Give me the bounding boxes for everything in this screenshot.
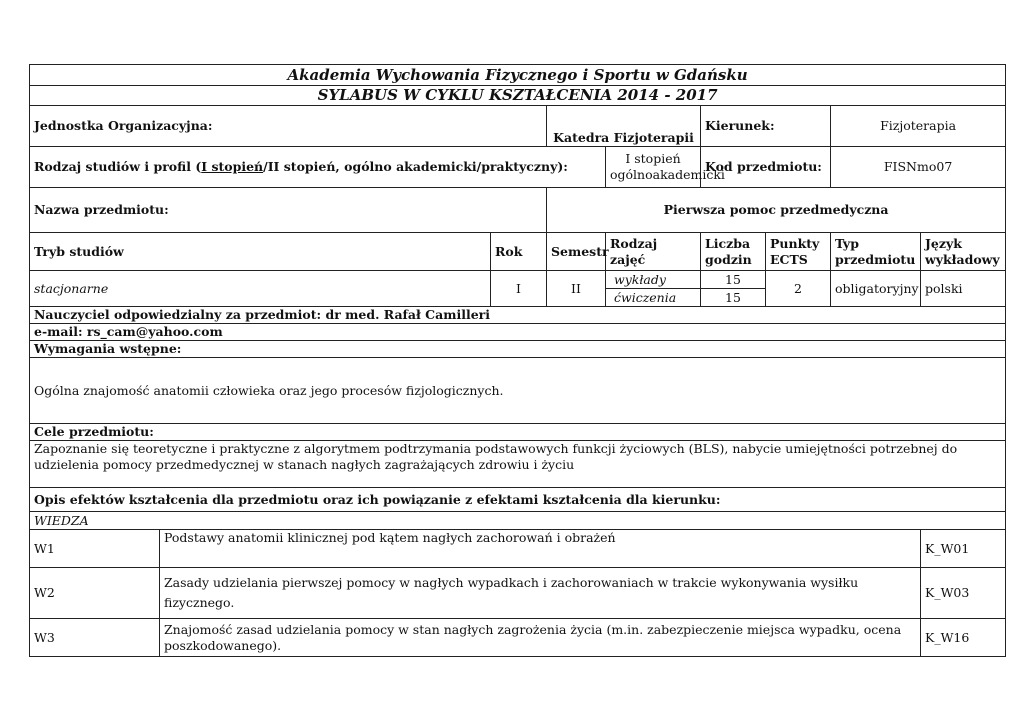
subject-name-label: Nazwa przedmiotu: bbox=[30, 188, 547, 233]
subject-type-value: obligatoryjny bbox=[831, 271, 921, 307]
mode-value: stacjonarne bbox=[30, 271, 491, 307]
hours-lecture: 15 bbox=[701, 271, 766, 289]
ects-value: 2 bbox=[766, 271, 831, 307]
code-value: FISNmo07 bbox=[831, 147, 1006, 188]
code-label: Kod przedmiotu: bbox=[701, 147, 831, 188]
syllabus-table bbox=[29, 64, 1006, 657]
outcome-text: Znajomość zasad udzielania pomocy w stan nagłych zagrożenia życia (m.in. zabezpieczenie miejsca wypadku, ocena poszkodowanego). bbox=[160, 619, 921, 657]
table-row bbox=[30, 530, 1006, 568]
hours-exercise: 15 bbox=[701, 289, 766, 307]
org-unit-label: Jednostka Organizacyjna: bbox=[30, 106, 547, 147]
header-hours: Liczba godzin bbox=[701, 233, 766, 271]
institution-title: Akademia Wychowania Fizycznego i Sportu w Gdańsku bbox=[30, 65, 1006, 86]
table-row bbox=[30, 619, 1006, 657]
outcome-id: W1 bbox=[30, 530, 160, 568]
field-label: Kierunek: bbox=[701, 106, 831, 147]
email: e-mail: rs_cam@yahoo.com bbox=[30, 324, 1006, 341]
org-unit-value: Katedra Fizjoterapii bbox=[547, 106, 701, 147]
table-row bbox=[30, 568, 1006, 619]
field-value: Fizjoterapia bbox=[831, 106, 1006, 147]
header-language: Język wykładowy bbox=[921, 233, 1006, 271]
requirements-label: Wymagania wstępne: bbox=[30, 341, 1006, 358]
class-type-lecture: wykłady bbox=[606, 271, 701, 289]
study-type-value: I stopień ogólnoakademicki bbox=[606, 147, 701, 188]
language-value: polski bbox=[921, 271, 1006, 307]
header-mode: Tryb studiów bbox=[30, 233, 491, 271]
outcome-id: W2 bbox=[30, 568, 160, 619]
teacher: Nauczyciel odpowiedzialny za przedmiot: dr med. Rafał Camilleri bbox=[30, 307, 1006, 324]
outcome-ref: K_W03 bbox=[921, 568, 1006, 619]
outcomes-label: Opis efektów kształcenia dla przedmiotu oraz ich powiązanie z efektami kształcenia dla kierunku: bbox=[30, 488, 1006, 512]
syllabus-title: SYLABUS W CYKLU KSZTAŁCENIA 2014 - 2017 bbox=[30, 86, 1006, 106]
outcome-ref: K_W16 bbox=[921, 619, 1006, 657]
header-semester: Semestr bbox=[547, 233, 606, 271]
outcome-id: W3 bbox=[30, 619, 160, 657]
outcome-text: Zasady udzielania pierwszej pomocy w nagłych wypadkach i zachorowaniach w trakcie wykonywania wysiłku fizycznego. bbox=[160, 568, 921, 619]
outcome-ref: K_W01 bbox=[921, 530, 1006, 568]
subject-name-value: Pierwsza pomoc przedmedyczna bbox=[547, 188, 1006, 233]
header-subject-type: Typ przedmiotu bbox=[831, 233, 921, 271]
goals-label: Cele przedmiotu: bbox=[30, 424, 1006, 441]
requirements-text: Ogólna znajomość anatomii człowieka oraz jego procesów fizjologicznych. bbox=[30, 358, 1006, 424]
outcomes-section: WIEDZA bbox=[30, 512, 1006, 530]
class-type-exercise: ćwiczenia bbox=[606, 289, 701, 307]
outcome-text: Podstawy anatomii klinicznej pod kątem nagłych zachorowań i obrażeń bbox=[160, 530, 921, 568]
header-year: Rok bbox=[491, 233, 547, 271]
header-ects: Punkty ECTS bbox=[766, 233, 831, 271]
semester-value: II bbox=[547, 271, 606, 307]
study-type-label: Rodzaj studiów i profil (I stopień/II stopień, ogólno akademicki/praktyczny): bbox=[30, 147, 606, 188]
goals-text: Zapoznanie się teoretyczne i praktyczne z algorytmem podtrzymania podstawowych funkcji życiowych (BLS), nabycie umiejętności potrzebnej do udzielenia pomocy przedmedycznej w stanach nagłych zagrażających zdrowiu i życiu bbox=[30, 441, 1006, 488]
year-value: I bbox=[491, 271, 547, 307]
header-class-type: Rodzaj zajęć bbox=[606, 233, 701, 271]
